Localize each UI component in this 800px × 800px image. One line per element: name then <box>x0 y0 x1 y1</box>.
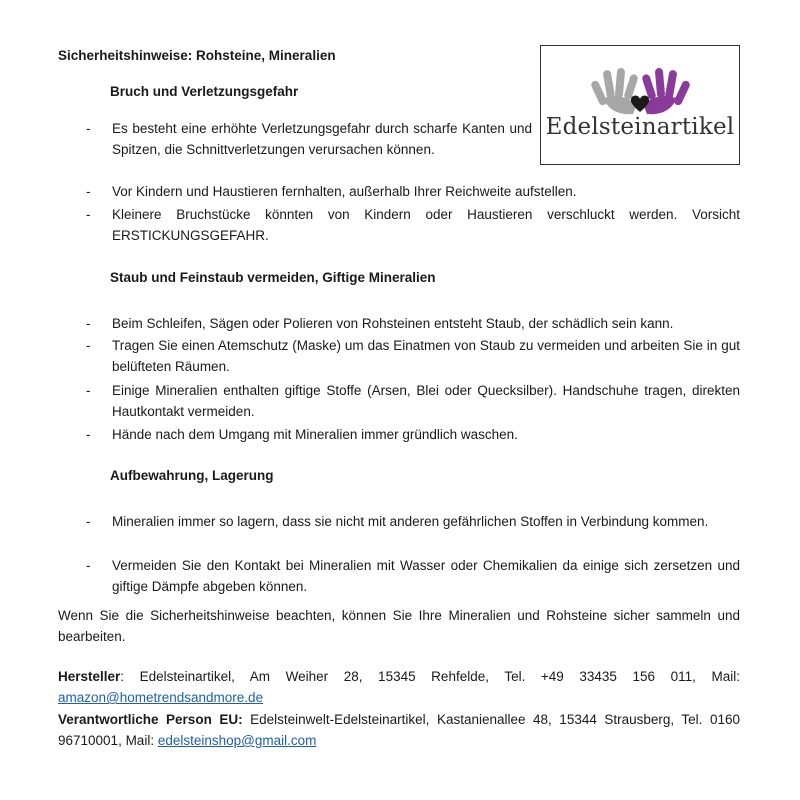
section-heading-staub: Staub und Feinstaub vermeiden, Giftige Mineralien <box>110 270 436 285</box>
document-page: Sicherheitshinweise: Rohsteine, Mineralien Edelsteinartikel Bruch und Verletzungsgefahr - Es besteht eine erhöhte Verletzungsgefahr durch scharfe Kanten und Spitzen, die Schnittverletzungen verursachen können. - Vor Kindern und Haustieren fernhalten, außerhalb Ihrer Reichweite aufstellen. - Kleinere Bruchstücke könnten von Kindern oder Haustieren verschluckt werden. Vorsicht ERSTICKUNGSGEFAHR. Staub und Feinstaub vermeiden, Giftige Mineralien - Beim Schleifen, Sägen oder Polieren von Rohsteinen entsteht Staub, der schädlich sein kann. - Tragen Sie einen Atemschutz (Maske) um das Einatmen von Staub zu vermeiden und arbeiten Sie in gut belüfteten Räumen. - Einige Mineralien enthalten giftige Stoffe (Arsen, Blei oder Quecksilber). Handschuhe tragen, direkten Hautkontakt vermeiden. - Hände nach dem Umgang mit Mineralien immer gründlich waschen. Aufbewahrung, Lagerung - Mineralien immer so lagern, dass sie nicht mit anderen gefährlichen Stoffen in Verbindung kommen. - Vermeiden Sie den Kontakt bei Mineralien mit Wasser oder Chemikalien da einige sich zersetzen und giftige Dämpfe abgeben können. Wenn Sie die Sicherheitshinweise beachten, können Sie Ihre Mineralien und Rohsteine sicher sammeln und bearbeiten. Hersteller: Edelsteinartikel, Am Weiher 28, 15345 Rehfelde, Tel. +49 33435 156 011, Mail: amazon@hometrendsandmore.de Verantwortliche Person EU: Edelsteinwelt-Edelsteinartikel, Kastanienallee 48, 15344 Strausberg, Tel. 0160 96710001, Mail: edelsteinshop@gmail.com <box>0 0 800 800</box>
list-item-text: Es besteht eine erhöhte Verletzungsgefahr durch scharfe Kanten und Spitzen, die Schnittverletzungen verursachen können. <box>112 121 532 157</box>
document-title: Sicherheitshinweise: Rohsteine, Mineralien <box>58 48 336 63</box>
list-item-text: Kleinere Bruchstücke könnten von Kindern oder Haustieren verschluckt werden. Vorsicht ERSTICKUNGSGEFAHR. <box>112 207 740 243</box>
section-heading-bruch: Bruch und Verletzungsgefahr <box>110 84 299 99</box>
manufacturer-label: Hersteller <box>58 669 121 684</box>
responsible-email-link[interactable]: edelsteinshop@gmail.com <box>157 733 317 748</box>
list-item: - Es besteht eine erhöhte Verletzungsgefahr durch scharfe Kanten und Spitzen, die Schnittverletzungen verursachen können. <box>86 118 532 181</box>
list-item-text: Hände nach dem Umgang mit Mineralien immer gründlich waschen. <box>112 427 518 442</box>
responsible-person-info <box>58 709 740 751</box>
section-heading-aufbewahrung: Aufbewahrung, Lagerung <box>110 468 274 483</box>
manufacturer-text: : Edelsteinartikel, Am Weiher 28, 15345 Rehfelde, Tel. +49 33435 156 011, Mail: <box>120 669 740 684</box>
list-item-text: Vor Kindern und Haustieren fernhalten, außerhalb Ihrer Reichweite aufstellen. <box>112 184 577 199</box>
logo-text: Edelsteinartikel <box>545 114 735 140</box>
list-item-text: Beim Schleifen, Sägen oder Polieren von Rohsteinen entsteht Staub, der schädlich sein kann. <box>112 316 674 331</box>
hands-heart-icon <box>541 46 741 166</box>
list-item-text: Vermeiden Sie den Kontakt bei Mineralien mit Wasser oder Chemikalien da einige sich zersetzen und giftige Dämpfe abgeben können. <box>112 558 740 594</box>
edelsteinartikel-logo <box>540 45 740 165</box>
manufacturer-info <box>58 666 740 708</box>
responsible-text: Edelsteinwelt-Edelsteinartikel, Kastanienallee 48, 15344 Strausberg, Tel. 0160 96710001, Mail: <box>58 712 740 748</box>
list-item-text: Einige Mineralien enthalten giftige Stoffe (Arsen, Blei oder Quecksilber). Handschuhe tragen, direkten Hautkontakt vermeiden. <box>112 383 740 419</box>
list-item-text: Tragen Sie einen Atemschutz (Maske) um das Einatmen von Staub zu vermeiden und arbeiten Sie in gut belüfteten Räumen. <box>112 338 740 374</box>
manufacturer-email-link[interactable]: amazon@hometrendsandmore.de <box>58 690 264 705</box>
closing-paragraph: Wenn Sie die Sicherheitshinweise beachten, können Sie Ihre Mineralien und Rohsteine sicher sammeln und bearbeiten. <box>58 608 740 644</box>
list-item-text: Mineralien immer so lagern, dass sie nicht mit anderen gefährlichen Stoffen in Verbindung kommen. <box>112 514 709 529</box>
responsible-label: Verantwortliche Person EU: <box>58 712 243 727</box>
